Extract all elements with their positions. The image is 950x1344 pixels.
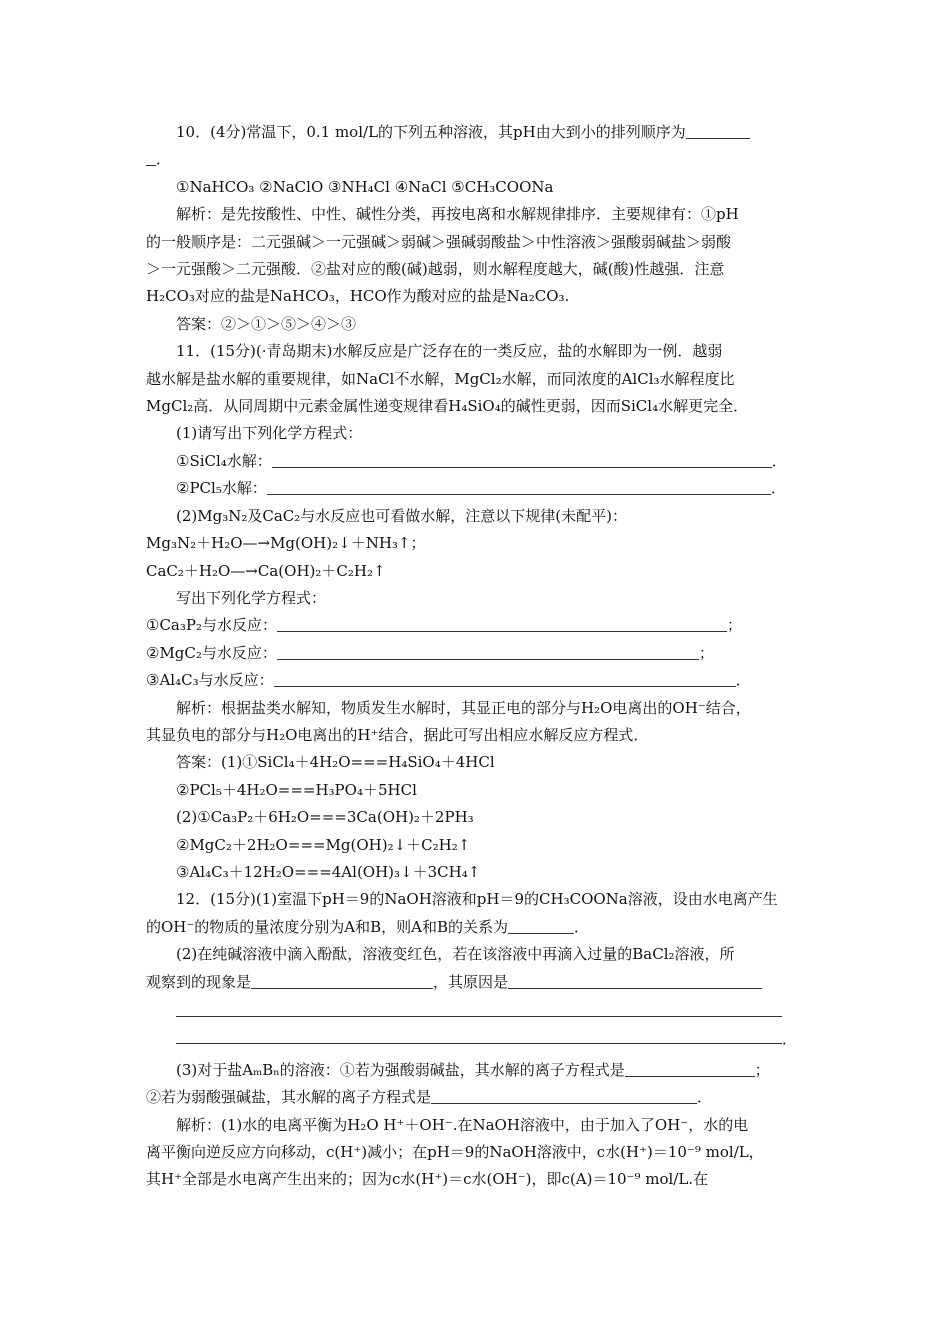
q11-part2-a: ①Ca₃P₂与水反应： ； <box>146 616 743 635</box>
q11-part2-a-blank[interactable] <box>277 615 727 632</box>
q12-part2-stem: (2)在纯碱溶液中滴入酚酞，溶液变红色，若在该溶液中再滴入过量的BaCl₂溶液，所 <box>176 945 735 964</box>
q11-part2-b: ②MgC₂与水反应： ； <box>146 643 714 662</box>
q11-part2-c-blank[interactable] <box>274 670 736 687</box>
q11-analysis-line: 其显负电的部分与H₂O电离出的H⁺结合，据此可写出相应水解反应方程式． <box>146 725 649 744</box>
q12-part3-a-blank[interactable] <box>625 1060 755 1077</box>
document-body <box>146 119 812 1194</box>
q12-part3-stem: ②若为弱酸强碱盐，其水解的离子方程式是 ． <box>146 1088 713 1107</box>
q11-part1-heading: (1)请写出下列化学方程式： <box>176 424 363 443</box>
q11-part1-a-blank[interactable] <box>272 451 772 468</box>
q10-answer-blank-cont[interactable] <box>146 149 156 166</box>
q11-stem: 11．(15分)(·青岛期末)水解反应是广泛存在的一类反应，盐的水解即为一例．越弱 <box>176 342 723 361</box>
q11-answer-line: ②MgC₂＋2H₂O===Mg(OH)₂↓＋C₂H₂↑ <box>176 835 471 854</box>
q11-analysis-line: 解析：根据盐类水解知，物质发生水解时，其显正电的部分与H₂O电离出的OH⁻结合， <box>176 698 751 717</box>
q12-stem: 的OH⁻的物质的量浓度分别为A和B，则A和B的关系为 ． <box>146 917 590 936</box>
q11-stem: 越水解是盐水解的重要规律，如NaCl不水解，MgCl₂水解，而同浓度的AlCl₃水解程度比 <box>146 369 735 388</box>
q12-analysis-line: 其H⁺全部是水电离产生出来的；因为c水(H⁺)＝c水(OH⁻)，即c(A)＝10⁻⁹ mol/L.在 <box>146 1170 709 1189</box>
q11-answer-line: ③Al₄C₃＋12H₂O===4Al(OH)₃↓＋3CH₄↑ <box>176 862 481 881</box>
q11-part1-a: ①SiCl₄水解： ． <box>176 451 787 470</box>
q11-answer-line: ②PCl₅＋4H₂O===H₃PO₄＋5HCl <box>176 780 417 799</box>
q10-analysis-line: 解析：是先按酸性、中性、碱性分类，再按电离和水解规律排序．主要规律有：①pH <box>176 205 739 224</box>
q12-part2-stem: 观察到的现象是 ，其原因是 <box>146 969 812 996</box>
q11-part2-b-blank[interactable] <box>277 643 699 660</box>
q10-stem-end: ． <box>146 146 812 173</box>
q11-rule-equation: Mg₃N₂＋H₂O—→Mg(OH)₂↓＋NH₃↑； <box>146 534 426 553</box>
q12-part1-blank[interactable] <box>508 917 574 934</box>
q10-answer-blank[interactable] <box>686 122 750 139</box>
q12-part3-b-blank[interactable] <box>431 1087 697 1104</box>
q10-options: ①NaHCO₃ ②NaClO ③NH₄Cl ④NaCl ⑤CH₃COONa <box>176 177 554 196</box>
q12-phenomenon-blank[interactable] <box>251 972 433 989</box>
q12-part3-stem: (3)对于盐AₘBₙ的溶液：①若为强酸弱碱盐，其水解的离子方程式是 ； <box>176 1060 770 1079</box>
q11-stem: MgCl₂高．从同周期中元素金属性递变规律看H₄SiO₄的碱性更弱，因而SiCl₄水解更完全． <box>146 397 749 416</box>
q11-rule-equation: CaC₂＋H₂O—→Ca(OH)₂＋C₂H₂↑ <box>146 561 386 580</box>
q10-answer: 答案：②＞①＞⑤＞④＞③ <box>176 314 357 333</box>
q12-reason-blank-line[interactable] <box>146 996 812 1023</box>
q10-stem: 10．(4分)常温下，0.1 mol/L的下列五种溶液，其pH由大到小的排列顺序为 <box>146 119 812 146</box>
q12-reason-blank[interactable] <box>508 972 762 989</box>
q10-analysis-line: H₂CO₃对应的盐是NaHCO₃，HCO作为酸对应的盐是Na₂CO₃. <box>146 287 570 306</box>
q10-analysis-line: 的一般顺序是：二元强碱＞一元强碱＞弱碱＞强碱弱酸盐＞中性溶液＞强酸弱碱盐＞弱酸 <box>146 232 732 251</box>
q11-answer-line: (2)①Ca₃P₂＋6H₂O===3Ca(OH)₂＋2PH₃ <box>176 808 474 827</box>
q11-part1-b-blank[interactable] <box>267 478 771 495</box>
q11-part2-heading: (2)Mg₃N₂及CaC₂与水反应也可看做水解，注意以下规律(未配平)： <box>176 506 627 525</box>
q11-part2-write: 写出下列化学方程式： <box>176 588 327 607</box>
q11-answer-line: 答案：(1)①SiCl₄＋4H₂O===H₄SiO₄＋4HCl <box>176 753 495 772</box>
q11-part1-b: ②PCl₅水解： ． <box>176 479 786 498</box>
q11-part2-c: ③Al₄C₃与水反应： ． <box>146 671 751 690</box>
q10-analysis-line: ＞一元强酸＞二元强酸．②盐对应的酸(碱)越弱，则水解程度越大，碱(酸)性越强．注意 <box>146 260 725 279</box>
q12-stem: 12．(15分)(1)室温下pH＝9的NaOH溶液和pH＝9的CH₃COONa溶液，设由水电离产生 <box>176 890 778 909</box>
q12-reason-blank-line[interactable]: ． <box>146 1023 812 1050</box>
q12-analysis-line: 解析：(1)水的电离平衡为H₂O H⁺＋OH⁻.在NaOH溶液中，由于加入了OH⁻，水的电 <box>176 1115 749 1134</box>
q12-analysis-line: 离平衡向逆反应方向移动，c(H⁺)减小；在pH＝9的NaOH溶液中，c水(H⁺)＝10⁻⁹ mol/L， <box>146 1143 764 1161</box>
